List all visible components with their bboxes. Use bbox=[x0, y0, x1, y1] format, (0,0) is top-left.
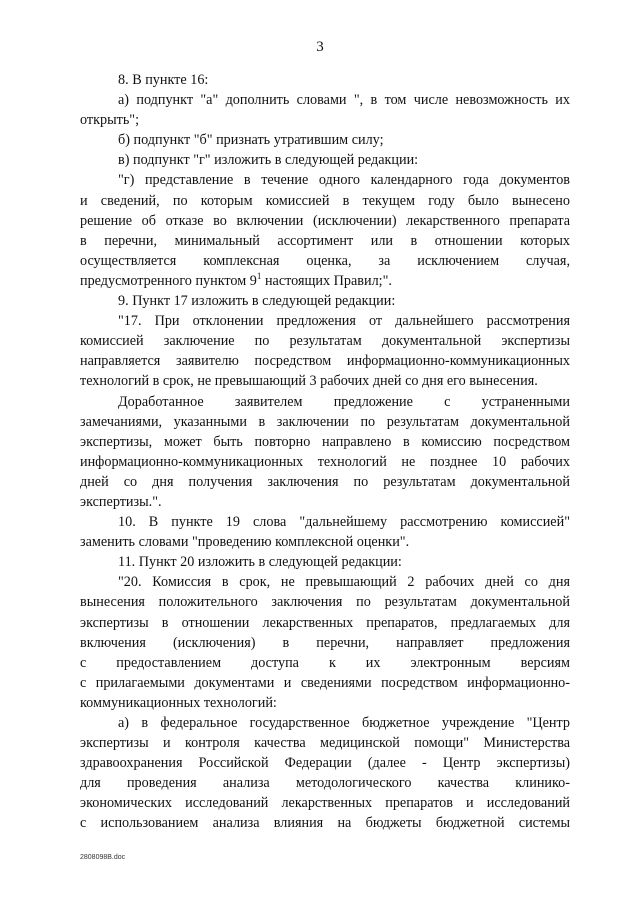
quote-g-line: решение об отказе во включении (исключении) лекарственного препарата bbox=[80, 212, 570, 229]
quote-g-line: "г) представление в течение одного календарного года документов bbox=[118, 172, 570, 189]
quote-20-line: вынесения положительного заключения по результатам документальной bbox=[80, 594, 570, 611]
quote-g-text: предусмотренного пунктом 9 bbox=[80, 272, 257, 289]
quote-17-line: направляется заявителю посредством информационно-коммуникационных bbox=[80, 353, 570, 370]
subitem-a-center-line: с использованием анализа влияния на бюджеты бюджетной системы bbox=[80, 815, 570, 832]
quote-20-line: экспертизы в отношении лекарственных препаратов, предлагаемых для bbox=[80, 614, 570, 631]
reworked-line: дней со дня получения заключения по результатам документальной bbox=[80, 473, 570, 490]
quote-17-line: технологий в срок, не превышающий 3 рабочих дней со дня его вынесения. bbox=[80, 373, 538, 390]
reworked-line: экспертизы, может быть повторно направлено в комиссию посредством bbox=[80, 433, 570, 450]
quote-17-line: комиссией заключение по результатам документальной экспертизы bbox=[80, 333, 570, 350]
page-number: 3 bbox=[316, 39, 324, 55]
paragraph-item-11: 11. Пункт 20 изложить в следующей редакции: bbox=[118, 554, 402, 571]
superscript: 1 bbox=[256, 270, 262, 281]
quote-g-line: в перечни, минимальный ассортимент или в отношении которых bbox=[80, 232, 570, 249]
reworked-line: информационно-коммуникационных технологий не позднее 10 рабочих bbox=[80, 453, 570, 470]
quote-20-line: коммуникационных технологий: bbox=[80, 694, 277, 711]
document-body bbox=[80, 70, 570, 834]
reworked-line: Доработанное заявителем предложение с устраненными bbox=[118, 393, 570, 410]
paragraph-item-9: 9. Пункт 17 изложить в следующей редакции: bbox=[118, 293, 396, 310]
paragraph-item-10: заменить словами "проведению комплексной оценки". bbox=[80, 534, 410, 551]
quote-20-line: с предоставлением доступа к их электронным версиям bbox=[80, 654, 570, 671]
quote-20-line: с прилагаемыми документами и сведениями посредством информационно- bbox=[80, 674, 570, 691]
subitem-a-center-line: здравоохранения Российской Федерации (далее - Центр экспертизы) bbox=[80, 755, 570, 772]
quote-20-line: "20. Комиссия в срок, не превышающий 2 рабочих дней со дня bbox=[118, 574, 570, 591]
paragraph-item-8: 8. В пункте 16: bbox=[118, 72, 209, 88]
quote-g-line: осуществляется комплексная оценка, за исключением случая, bbox=[80, 252, 570, 269]
quote-g-line: и сведений, по которым комиссией в текущем году было вынесено bbox=[80, 192, 570, 209]
quote-g-text: настоящих Правил;". bbox=[261, 272, 392, 289]
subitem-a-center-line: а) в федеральное государственное бюджетное учреждение "Центр bbox=[118, 715, 570, 731]
subitem-a-center-line: экспертизы и контроля качества медицинской помощи" Министерства bbox=[80, 735, 570, 752]
subitem-a-center-line: экономических исследований лекарственных препаратов и исследований bbox=[80, 795, 570, 812]
subitem-b: б) подпункт "б" признать утратившим силу; bbox=[118, 132, 384, 149]
reworked-line: экспертизы.". bbox=[80, 493, 162, 510]
subitem-v: в) подпункт "г" изложить в следующей редакции: bbox=[118, 152, 419, 169]
paragraph-item-10: 10. В пункте 19 слова "дальнейшему рассмотрению комиссией" bbox=[118, 514, 570, 531]
quote-g-line bbox=[80, 271, 570, 291]
reworked-line: замечаниями, указанными в заключении по результатам документальной bbox=[80, 413, 570, 430]
subitem-a-line: а) подпункт "а" дополнить словами ", в том числе невозможность их bbox=[118, 92, 570, 109]
subitem-a-center-line: для проведения анализа методологического качества клинико- bbox=[80, 775, 570, 792]
quote-20-line: включения (исключения) в перечни, направляет предложения bbox=[80, 634, 570, 651]
subitem-a-line: открыть"; bbox=[80, 112, 140, 129]
document-footer-filename: 2808098В.doc bbox=[80, 854, 126, 861]
quote-17-line: "17. При отклонении предложения от дальнейшего рассмотрения bbox=[118, 313, 570, 330]
